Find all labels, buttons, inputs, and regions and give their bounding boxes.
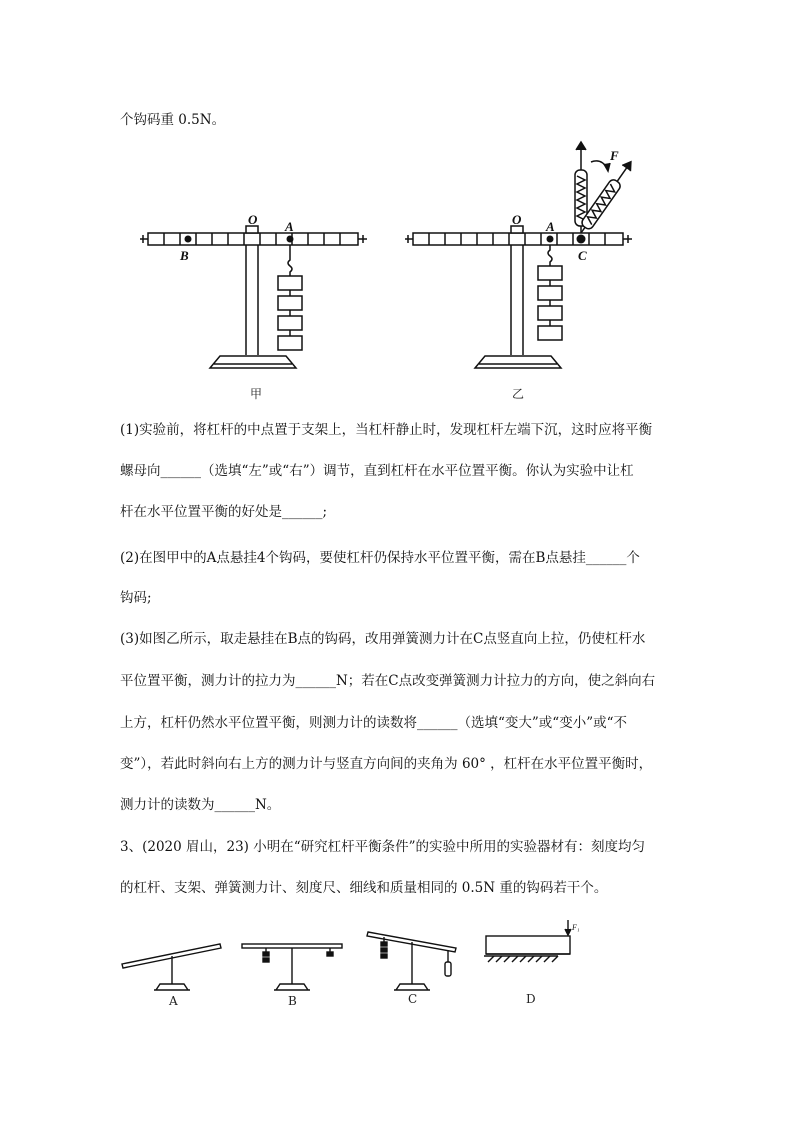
q2-line-2: 钩码; xyxy=(120,590,152,606)
caption-a: A xyxy=(169,994,178,1008)
q4-line-2: 的杠杆、支架、弹簧测力计、刻度尺、细线和质量相同的 0.5N 重的钩码若干个。 xyxy=(120,880,608,896)
lever-figure-jia-yi xyxy=(140,140,640,410)
point-c-dot xyxy=(577,235,586,244)
label-b-jia: B xyxy=(180,248,189,263)
label-f-yi: F xyxy=(610,148,619,163)
q4-line-1: 3、(2020 眉山，23) 小明在“研究杠杆平衡条件”的实验中所用的实验器材有：刻度均匀 xyxy=(120,839,646,855)
setup-c xyxy=(367,932,456,990)
caption-d: D xyxy=(526,992,536,1006)
caption-jia: 甲 xyxy=(250,387,263,401)
setup-d xyxy=(484,920,571,962)
lever-setup-yi xyxy=(405,142,636,368)
q3-line-4: 变”），若此时斜向右上方的测力计与竖直方向间的夹角为 60° ，杠杆在水平位置平衡时， xyxy=(120,756,653,772)
setup-b xyxy=(242,944,342,990)
point-a-dot xyxy=(287,236,294,243)
label-o-jia: O xyxy=(248,212,258,227)
label-o-yi: O xyxy=(512,212,522,227)
label-a-yi: A xyxy=(546,219,555,234)
lever-setup-jia xyxy=(140,226,367,368)
label-c-yi: C xyxy=(578,248,587,263)
point-a-dot-yi xyxy=(547,236,554,243)
lever-figure-abcd xyxy=(118,920,598,1010)
q1-line-3: 杆在水平位置平衡的好处是______; xyxy=(120,504,328,520)
caption-yi: 乙 xyxy=(512,387,525,401)
label-f1: F₁ xyxy=(572,923,580,932)
q1-line-2: 螺母向______（选填“左”或“右”）调节，直到杠杆在水平位置平衡。你认为实验中让杠 xyxy=(120,463,634,479)
caption-c: C xyxy=(408,992,418,1006)
intro-line: 个钩码重 0.5N。 xyxy=(120,112,226,128)
q3-line-1: (3)如图乙所示，取走悬挂在B点的钩码，改用弹簧测力计在C点竖直向上拉，仍使杠杆水 xyxy=(120,631,646,647)
point-b-dot xyxy=(185,236,192,243)
q2-line-1: (2)在图甲中的A点悬挂4个钩码，要使杠杆仍保持水平位置平衡，需在B点悬挂______个 xyxy=(120,550,640,566)
q3-line-5: 测力计的读数为______N。 xyxy=(120,797,281,813)
label-a-jia: A xyxy=(285,219,294,234)
caption-b: B xyxy=(288,994,297,1008)
q3-line-2: 平位置平衡，测力计的拉力为______N；若在C点改变弹簧测力计拉力的方向，使之斜向右 xyxy=(120,673,656,689)
q1-line-1: (1)实验前，将杠杆的中点置于支架上，当杠杆静止时，发现杠杆左端下沉，这时应将平衡 xyxy=(120,422,653,438)
setup-a xyxy=(122,944,221,990)
q3-line-3: 上方，杠杆仍然水平位置平衡，则测力计的读数将______（选填“变大”或“变小”或“不 xyxy=(120,715,628,731)
